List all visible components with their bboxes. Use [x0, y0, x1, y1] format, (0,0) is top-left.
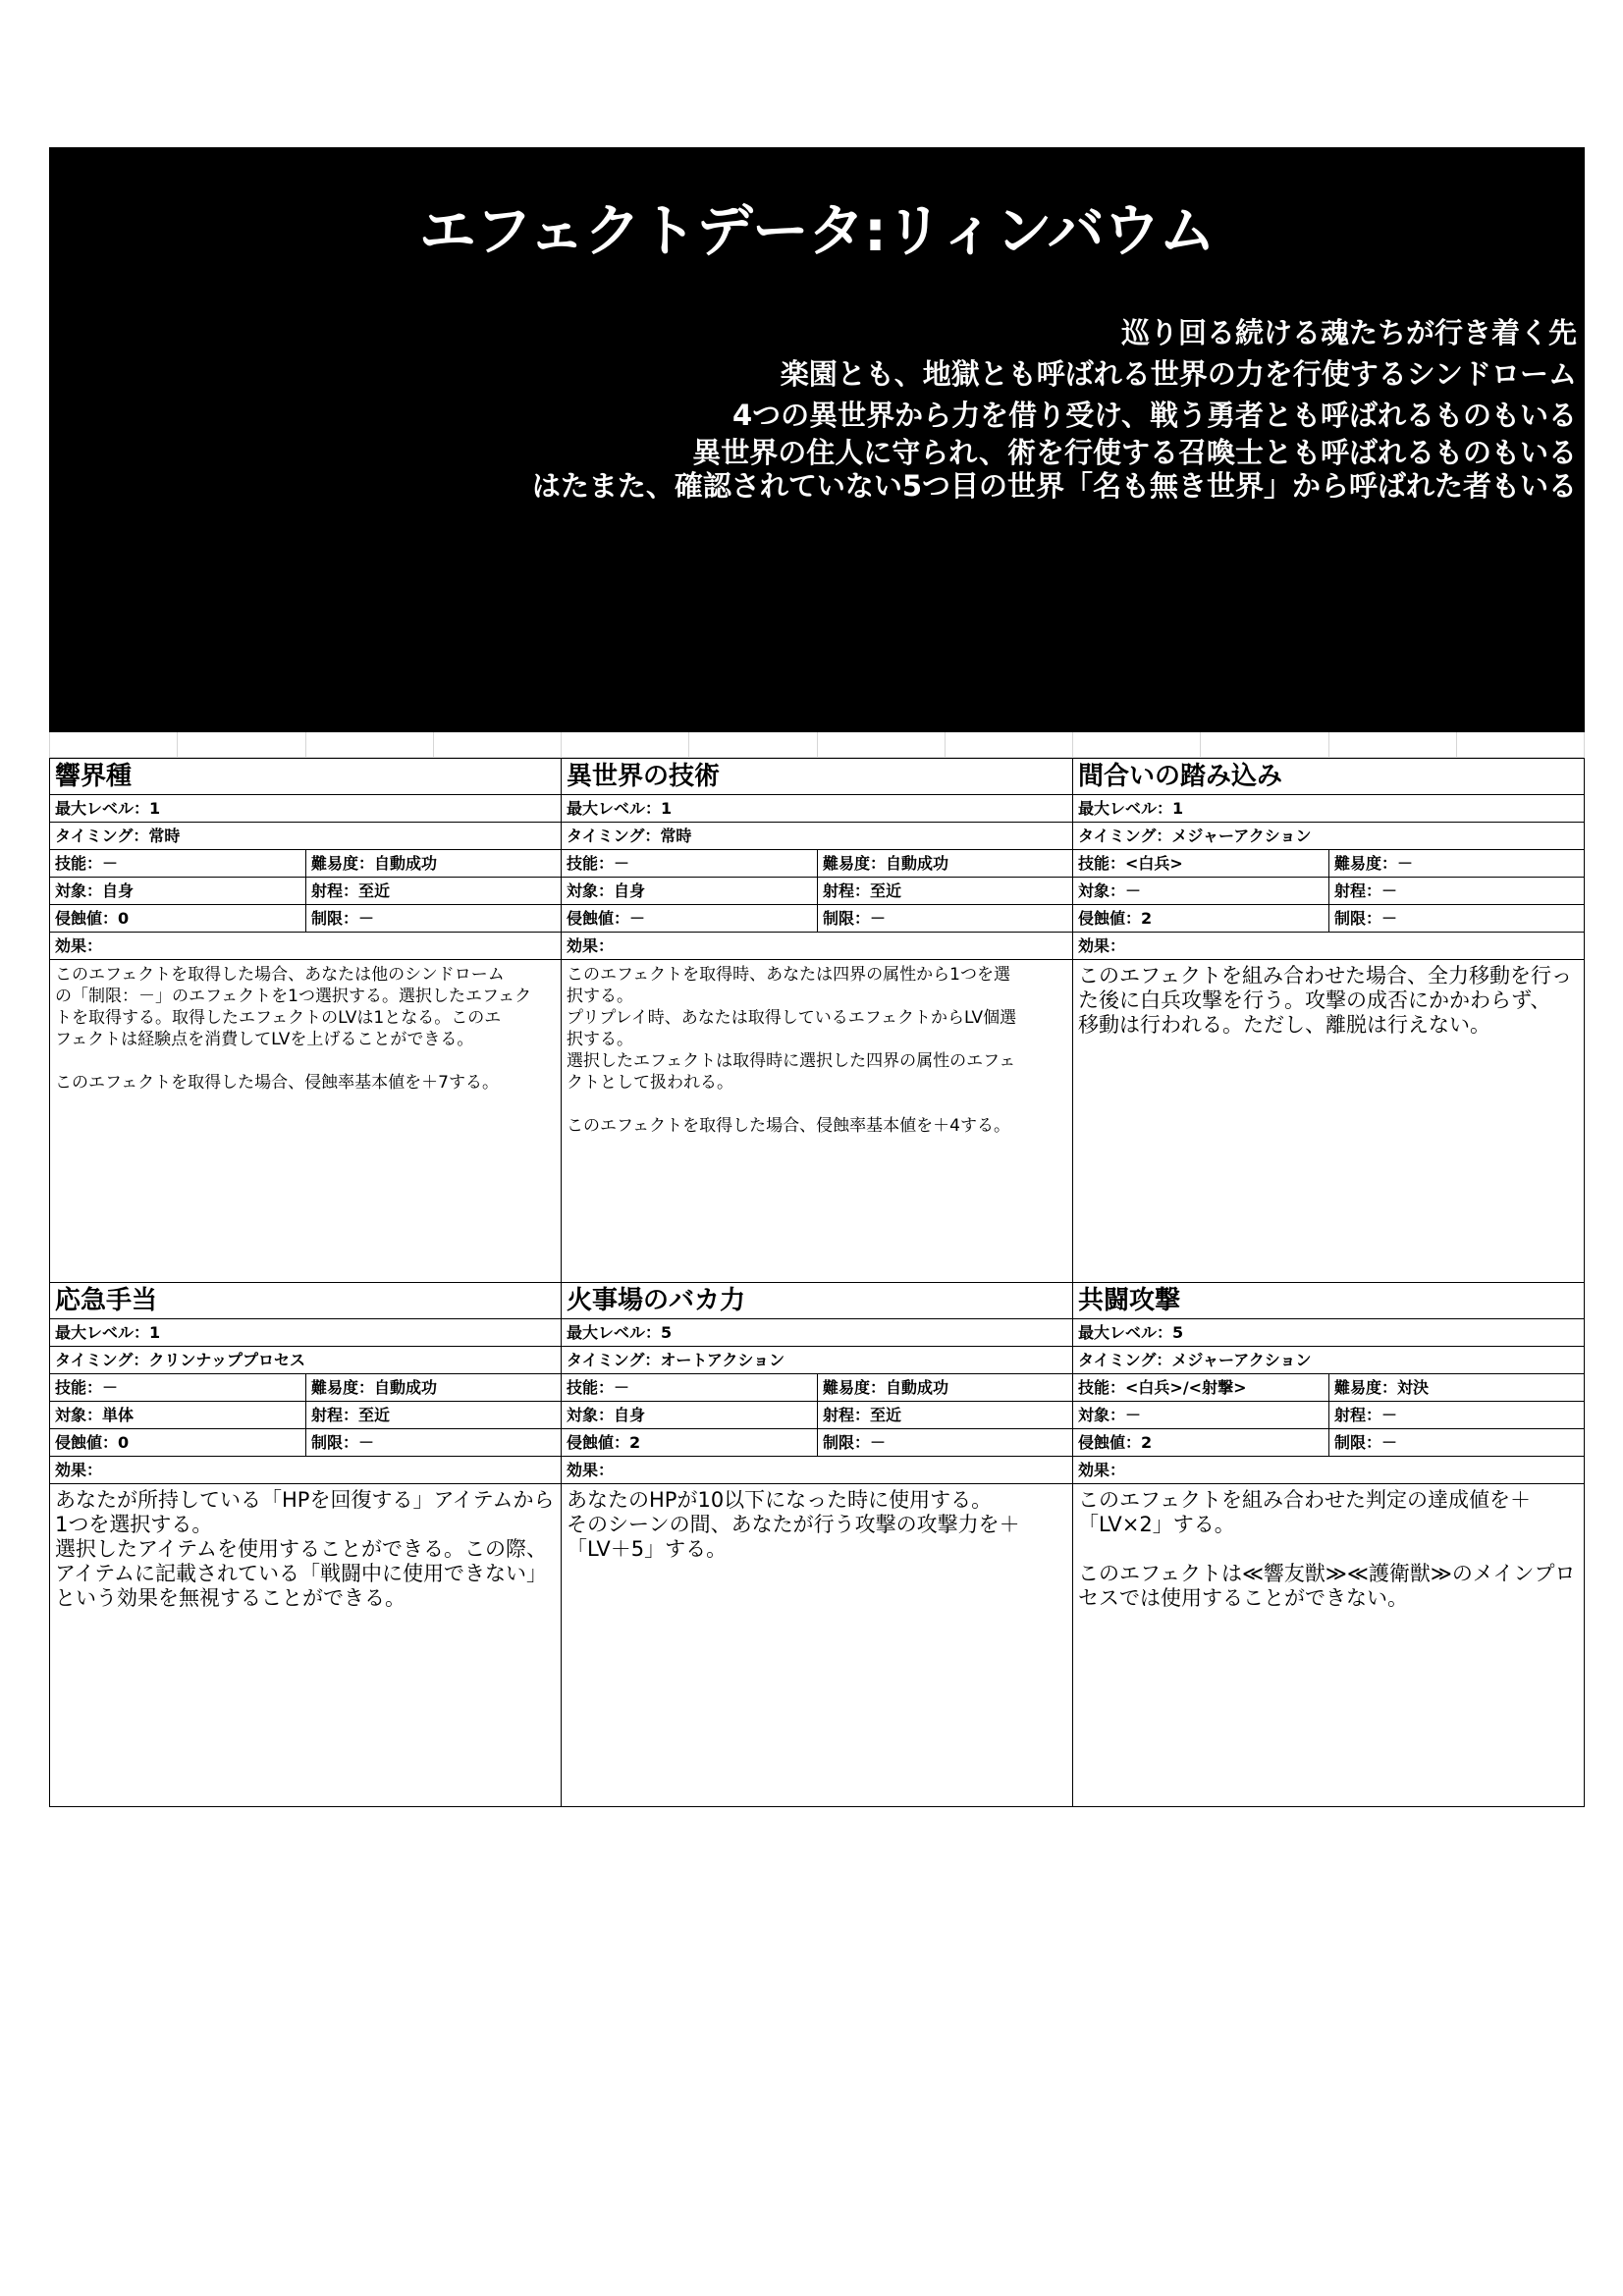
effect-name: 共闘攻撃: [1073, 1283, 1584, 1319]
effect-name: 間合いの踏み込み: [1073, 759, 1584, 795]
timing: タイミング：常時: [55, 827, 181, 845]
gridline-strip: [49, 732, 1585, 758]
effect-text: あなたが所持している「HPを回復する」アイテムから 1つを選択する。 選択したアイテムを使用することができる。この際、 アイテムに記載されている「戦闘中に使用できない」 という効果を無視することができる。: [55, 1488, 555, 1610]
effect-text: このエフェクトを組み合わせた判定の達成値を＋ 「LV×2」する。 このエフェクトは≪響友獣≫≪護衛獣≫のメインプロ セスでは使用することができない。: [1078, 1488, 1576, 1610]
header-banner: [49, 147, 1585, 732]
difficulty: 難易度：－: [1328, 850, 1584, 877]
effect-text: このエフェクトを取得時、あなたは四界の属性から1つを選 択する。 プリプレイ時、あなたは取得しているエフェクトからLV個選 択する。 選択したエフェクトは取得時に選択した四界の属性のエフェ クトとして扱われる。 このエフェクトを取得した場合、侵蝕率基本値を＋4する。: [567, 965, 1017, 1136]
effect-name: 応急手当: [50, 1283, 561, 1319]
intro-line: 巡り回る続ける魂たちが行き着く先: [1120, 316, 1577, 349]
limit: 制限：－: [817, 1429, 1072, 1456]
effect-label: 効果：: [55, 1461, 103, 1479]
effect-text: このエフェクトを組み合わせた場合、全力移動を行っ た後に白兵攻撃を行う。攻撃の成否にかかわらず、 移動は行われる。ただし、離脱は行えない。: [1078, 964, 1572, 1037]
range: 射程：至近: [305, 878, 561, 904]
effect-text: このエフェクトを取得した場合、あなたは他のシンドローム の「制限：－」のエフェクトを1つ選択する。選択したエフェク トを取得する。取得したエフェクトのLVは1となる。このエ フェクトは経験点を消費してLVを上げることができる。 このエフェクトを取得した場合、侵蝕率基本値を＋7する。: [55, 965, 532, 1093]
skill: 技能：－: [55, 1378, 119, 1397]
skill: 技能：－: [567, 1378, 630, 1397]
effect-card: [1073, 759, 1585, 1283]
intro-line: 楽園とも、地獄とも呼ばれる世界の力を行使するシンドローム: [780, 357, 1577, 391]
effect-card: [562, 759, 1073, 1283]
max-level: 最大レベル：1: [55, 799, 161, 818]
target: 対象：－: [1078, 1406, 1142, 1424]
timing: タイミング：メジャーアクション: [1078, 1351, 1312, 1369]
effect-card: [1073, 1283, 1585, 1807]
max-level: 最大レベル：5: [1078, 1323, 1184, 1342]
intro-line: 異世界の住人に守られ、術を行使する召喚士とも呼ばれるものもいる: [692, 436, 1577, 469]
erosion: 侵蝕値：2: [1078, 909, 1153, 928]
intro-line: 4つの異世界から力を借り受け、戦う勇者とも呼ばれるものもいる: [731, 399, 1577, 432]
effect-card: [50, 759, 562, 1283]
timing: タイミング：常時: [567, 827, 692, 845]
timing: タイミング：オートアクション: [567, 1351, 785, 1369]
effect-grid: [49, 758, 1585, 1807]
effect-card: [50, 1283, 562, 1807]
effect-card: [562, 1283, 1073, 1807]
timing: タイミング：メジャーアクション: [1078, 827, 1312, 845]
skill: 技能：<白兵>/<射撃>: [1078, 1378, 1247, 1397]
target: 対象：－: [1078, 881, 1142, 900]
effect-name: 響界種: [50, 759, 561, 795]
effect-name: 異世界の技術: [562, 759, 1072, 795]
target: 対象：単体: [55, 1406, 135, 1424]
difficulty: 難易度：自動成功: [817, 1374, 1072, 1401]
intro-line: はたまた、確認されていない5つ目の世界「名も無き世界」から呼ばれた者もいる: [531, 469, 1577, 503]
target: 対象：自身: [567, 1406, 646, 1424]
difficulty: 難易度：自動成功: [817, 850, 1072, 877]
range: 射程：至近: [817, 1402, 1072, 1428]
skill: 技能：－: [55, 854, 119, 873]
effect-label: 効果：: [1078, 1461, 1126, 1479]
max-level: 最大レベル：5: [567, 1323, 673, 1342]
erosion: 侵蝕値：2: [567, 1433, 641, 1452]
range: 射程：至近: [305, 1402, 561, 1428]
erosion: 侵蝕値：0: [55, 909, 130, 928]
limit: 制限：－: [305, 905, 561, 932]
max-level: 最大レベル：1: [55, 1323, 161, 1342]
difficulty: 難易度：自動成功: [305, 850, 561, 877]
difficulty: 難易度：自動成功: [305, 1374, 561, 1401]
target: 対象：自身: [55, 881, 135, 900]
limit: 制限：－: [305, 1429, 561, 1456]
erosion: 侵蝕値：0: [55, 1433, 130, 1452]
effect-label: 効果：: [1078, 936, 1126, 955]
effect-label: 効果：: [567, 1461, 615, 1479]
max-level: 最大レベル：1: [1078, 799, 1184, 818]
effect-label: 効果：: [55, 936, 103, 955]
limit: 制限：－: [817, 905, 1072, 932]
target: 対象：自身: [567, 881, 646, 900]
effect-name: 火事場のバカ力: [562, 1283, 1072, 1319]
range: 射程：－: [1328, 1402, 1584, 1428]
limit: 制限：－: [1328, 1429, 1584, 1456]
erosion: 侵蝕値：2: [1078, 1433, 1153, 1452]
intro-text: [532, 312, 1577, 503]
range: 射程：－: [1328, 878, 1584, 904]
limit: 制限：－: [1328, 905, 1584, 932]
effect-label: 効果：: [567, 936, 615, 955]
skill: 技能：－: [567, 854, 630, 873]
erosion: 侵蝕値：－: [567, 909, 646, 928]
effect-text: あなたのHPが10以下になった時に使用する。 そのシーンの間、あなたが行う攻撃の攻撃力を＋ 「LV＋5」する。: [567, 1488, 1020, 1561]
timing: タイミング：クリンナッププロセス: [55, 1351, 306, 1369]
difficulty: 難易度：対決: [1328, 1374, 1584, 1401]
skill: 技能：<白兵>: [1078, 854, 1183, 873]
max-level: 最大レベル：1: [567, 799, 673, 818]
page-title: エフェクトデータ:リィンバウム: [418, 197, 1216, 264]
range: 射程：至近: [817, 878, 1072, 904]
